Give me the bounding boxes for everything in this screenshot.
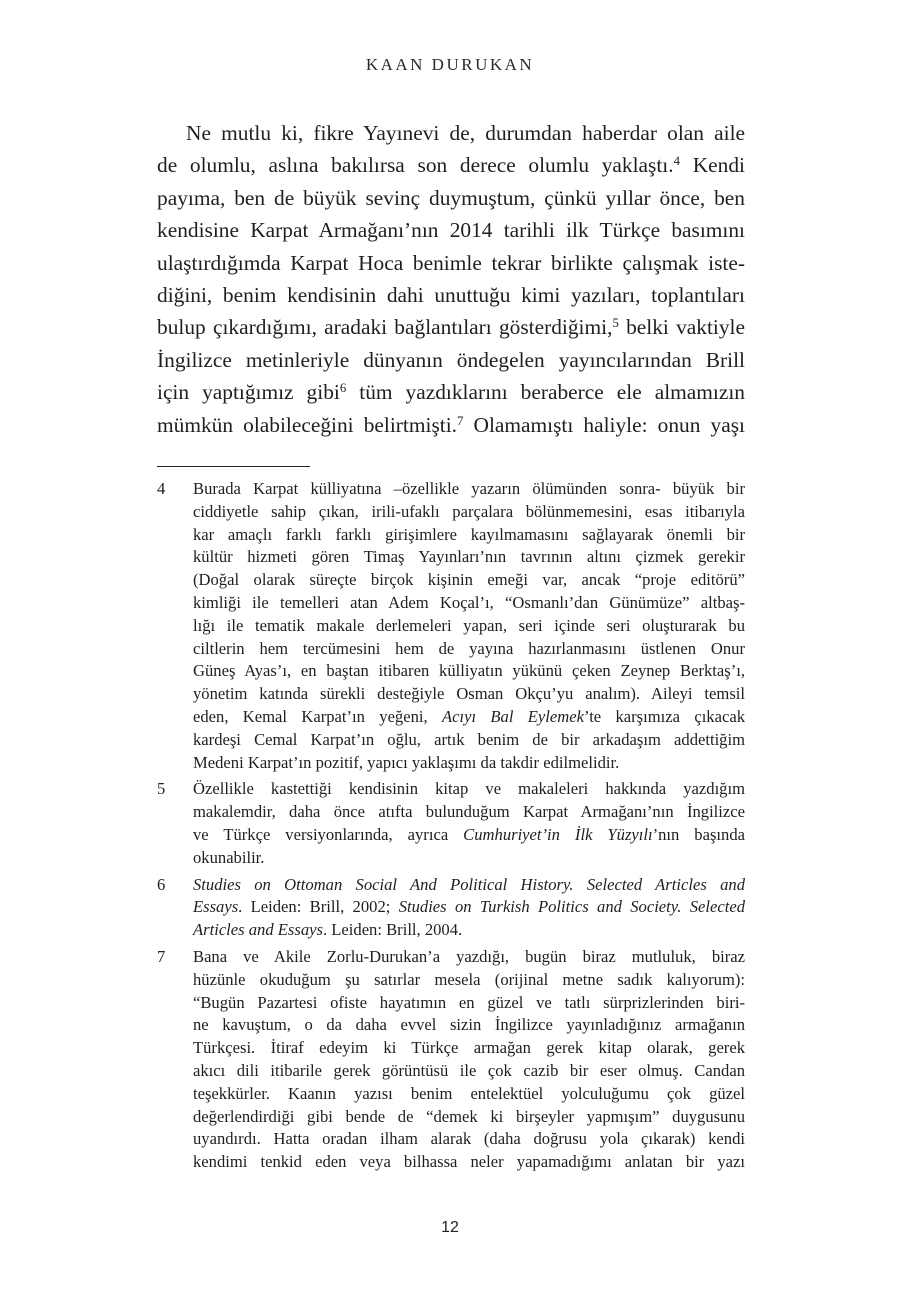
footnote-line: eden, Kemal Karpat’ın yeğeni, Acıyı Bal Eylemek’te karşımıza çıkacak — [193, 706, 745, 726]
footnote-line: (Doğal olarak süreçte birçok kişinin emeği var, ancak “proje editörü” — [193, 570, 745, 590]
footnote-line: uyandırdı. Hatta oradan ilham alarak (daha doğrusu yola çıkarak) kendi — [193, 1129, 745, 1149]
body-line: Ne mutlu ki, fikre Yayınevi de, durumdan haberdar olan aile — [186, 121, 745, 145]
footnote-ref-4[interactable]: 4 — [673, 154, 681, 169]
page-number: 12 — [441, 1219, 459, 1236]
footnote-line: “Bugün Pazartesi ofiste hayatımın en güzel ve tatlı sürprizlerinden biri- — [193, 992, 745, 1012]
footnote-line: değerlendirdiği gibi bende de “demek ki birşeyler yapmışım” duygusunu — [193, 1106, 745, 1126]
footnote-line: Bana ve Akile Zorlu-Durukan’a yazdığı, bugün biraz mutluluk, biraz — [193, 946, 745, 966]
footnote-5 — [157, 778, 745, 869]
footnote-line: Articles and Essays. Leiden: Brill, 2004. — [193, 920, 463, 940]
footnote-number: 4 — [157, 479, 166, 498]
footnote-line: ve Türkçe versiyonlarında, ayrıca Cumhuriyet’in İlk Yüzyılı’nın başında — [193, 824, 745, 844]
footnote-6 — [157, 874, 745, 942]
body-line: için yaptığımız gibi$^6$ tüm yazdıklarını beraberce ele almamızın — [157, 380, 745, 405]
body-line: bulup çıkardığımı, aradaki bağlantıları gösterdiğimi,$^5$ belki vaktiyle — [157, 315, 745, 340]
body-line: ulaştırdığımda Karpat Hoca benimle tekrar birlikte çalışmak iste- — [157, 250, 745, 275]
footnote-line: ciltlerin hem tercümesini hem de yayına hazırlanmasını üstlenen Onur — [193, 638, 745, 658]
footnote-text — [193, 478, 745, 774]
body-line: mümkün olabileceğini belirtmişti.$^7$ Olamamıştı haliyle: onun yaşı — [157, 412, 745, 437]
footnote-text — [193, 946, 745, 1174]
book-title: Articles and Essays — [193, 920, 323, 940]
body-line: İngilizce metinleriyle dünyanın öndegelen yayıncılarından Brill — [157, 347, 745, 372]
footnote-text — [193, 874, 745, 942]
body-line: diğini, benim kendisinin dahi unuttuğu kimi yazıları, toplantıları — [157, 283, 745, 308]
footnote-line: ciddiyetle sahip çıkan, irili-ufaklı parçalara bölünmemesini, esas itibarıyla — [193, 501, 745, 521]
footnote-7 — [157, 946, 745, 1174]
book-title: Studies on Turkish Politics and Society. Selected — [398, 897, 745, 917]
footnote-line: Özellikle kastettiği kendisinin kitap ve makaleleri hakkında yazdığım — [193, 779, 745, 799]
book-title: Studies on Ottoman Social And Political History. Selected Articles and — [193, 874, 745, 894]
body-line: kendisine Karpat Armağanı’nın 2014 tarihli ilk Türkçe basımını — [157, 218, 745, 243]
running-header: KAAN DURUKAN — [365, 55, 535, 74]
footnote-line: ne kavuştum, o da daha evvel sizin İngilizce yayınladığınız armağanın — [193, 1015, 745, 1035]
body-line: de olumlu, aslına bakılırsa son derece olumlu yaklaştı.$^4$ Kendi — [157, 153, 745, 178]
footnote-line: kar amaçlı farklı farklı girişimlere kayılmamasını sağlayarak önemli bir — [193, 524, 745, 544]
footnote-line: hüzünle okuduğum şu satırlar mesela (orijinal metne sadık kalıyorum): — [193, 969, 745, 989]
book-title: Acıyı Bal Eylemek — [441, 706, 584, 726]
footnotes — [157, 478, 745, 1178]
footnote-ref-5[interactable]: 5 — [612, 316, 619, 331]
footnote-text — [193, 778, 745, 869]
footnote-separator — [157, 466, 310, 467]
footnote-4 — [157, 478, 745, 774]
footnote-line: okunabilir. — [193, 847, 265, 867]
footnote-line: akıcı dili itibarile gerek görüntüsü ile çok cazib bir eser olmuş. Candan — [193, 1060, 745, 1080]
footnote-line: Türkçesi. İtiraf edeyim ki Türkçe armağan gerek kitap olarak, gerek — [193, 1038, 745, 1058]
footnote-line: makalemdir, daha önce atıfta bulunduğum Karpat Armağanı’nın İngilizce — [193, 802, 745, 822]
footnote-line — [193, 874, 745, 897]
footnote-number: 7 — [157, 946, 166, 966]
footnote-ref-7[interactable]: 7 — [457, 413, 464, 428]
book-title: Cumhuriyet’in İlk Yüzyılı — [463, 824, 653, 844]
footnote-line: Essays. Leiden: Brill, 2002; Studies on Turkish Politics and Society. Selected — [193, 897, 745, 917]
footnote-number: 6 — [157, 874, 166, 894]
footnote-line: Medeni Karpat’ın pozitif, yapıcı yaklaşımı da takdir edilmelidir. — [193, 752, 620, 772]
footnote-line: kardeşi Cemal Karpat’ın oğlu, artık benim de bir arkadaşım addettiğim — [193, 729, 745, 749]
footnote-line: teşekkürler. Kaanın yazısı benim entelektüel yolculuğumu çok güzel — [193, 1083, 745, 1103]
footnote-line: kimliği ile temelleri atan Adem Koçal’ı, “Osmanlı’dan Günümüze” altbaş- — [193, 592, 745, 612]
body-line: payıma, ben de büyük sevinç duymuştum, çünkü yıllar önce, ben — [157, 185, 745, 210]
footnote-ref-6[interactable]: 6 — [339, 381, 347, 396]
footnote-number: 5 — [157, 779, 166, 799]
footnote-line: lığı ile tematik makale derlemeleri yapan, seri içinde seri oluşturarak bu — [193, 615, 745, 635]
footnote-line: Güneş Ayas’ı, en baştan itibaren külliyatın yükünü çeken Zeynep Berktaş’ı, — [193, 661, 745, 681]
body-text — [157, 117, 745, 441]
footnote-line: yönetim katında sürekli desteğiyle Osman Okçu’yu analım). Aileyi temsil — [193, 684, 745, 704]
footnote-line: kültür hizmeti gören Timaş Yayınları’nın tavrının altını çizmek gerekir — [193, 547, 745, 567]
footnote-line: kendimi tenkid eden veya bilhassa neler yapamadığımı anlatan bir yazı — [193, 1152, 745, 1172]
book-title: Essays — [193, 897, 239, 917]
footnote-line: Burada Karpat külliyatına –özellikle yazarın ölümünden sonra- büyük bir — [193, 479, 745, 498]
